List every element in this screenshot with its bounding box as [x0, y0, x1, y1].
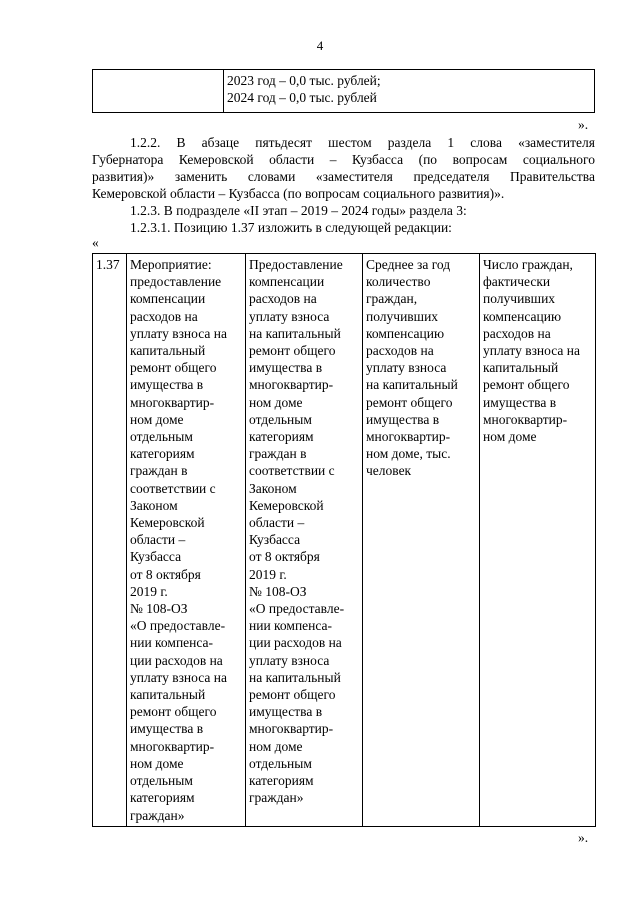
cell-line: получивших [366, 308, 439, 324]
cell-line: граждан в [130, 463, 188, 479]
cell-line: уплату взноса [366, 360, 447, 376]
cell-line: «О предоставле- [249, 601, 345, 617]
cell-line: имущества в [249, 704, 323, 720]
cell-line: категориям [130, 446, 195, 462]
cell-line: количество [366, 274, 431, 290]
top-table-text-cell [224, 70, 595, 113]
top-table [92, 69, 595, 113]
paragraph-line: Губернатора Кемеровской области – Кузбасса (по вопросам социального [92, 152, 595, 167]
position-number-cell: 1.37 [93, 254, 127, 827]
cell-line: граждан в [249, 446, 307, 462]
cell-line: фактически [483, 274, 551, 290]
fact-indicator-cell [480, 254, 596, 827]
cell-line: 2019 г. [130, 583, 168, 599]
cell-line: уплату взноса на [130, 669, 227, 685]
cell-line: получивших [483, 291, 556, 307]
activity-cell [127, 254, 246, 827]
cell-line: имущества в [130, 721, 204, 737]
cell-line: категориям [249, 773, 314, 789]
cell-line: ремонт общего [483, 377, 570, 393]
description-cell [246, 254, 363, 827]
cell-line: Кемеровской [249, 497, 324, 513]
cell-line: Кузбасса [130, 549, 182, 565]
cell-line: многоквартир- [249, 377, 334, 393]
cell-line: Число граждан, [483, 257, 573, 272]
paragraph-line: развития)» заменить словами «заместителя председателя Правительства [92, 169, 595, 184]
cell-line: ном доме [249, 394, 303, 410]
cell-line: уплату взноса [249, 652, 330, 668]
cell-line: имущества в [483, 394, 557, 410]
cell-line: нии компенса- [249, 618, 333, 634]
cell-line: компенсации [130, 291, 206, 307]
cell-line: уплату взноса на [483, 343, 580, 359]
cell-line: многоквартир- [366, 429, 451, 445]
cell-line: имущества в [130, 377, 204, 393]
cell-line: ном доме [130, 411, 184, 427]
cell-line: имущества в [249, 360, 323, 376]
cell-line: отдельным [249, 755, 312, 771]
cell-line: Мероприятие: [130, 257, 212, 272]
cell-line: № 108-ОЗ [249, 583, 307, 599]
cell-line: компенсацию [483, 308, 562, 324]
cell-line: Предоставление [249, 257, 343, 272]
cell-line: на капитальный [249, 669, 341, 685]
cell-line: отдельным [249, 411, 312, 427]
cell-line: уплату взноса на [130, 325, 227, 341]
cell-line: ремонт общего [130, 360, 217, 376]
cell-line: на капитальный [366, 377, 458, 393]
cell-line: человек [366, 463, 412, 479]
cell-line: Законом [130, 497, 178, 513]
cell-line: расходов на [130, 308, 198, 324]
opening-quote: « [92, 235, 99, 250]
paragraph-line: 1.2.2. В абзаце пятьдесят шестом раздела 1 слова «заместителя [130, 135, 595, 150]
cell-line: области – [249, 515, 305, 531]
cell-line: 2019 г. [249, 566, 287, 582]
cell-line: ремонт общего [249, 343, 336, 359]
cell-line: соответствии с [130, 480, 216, 496]
top-table-empty-cell [93, 70, 224, 113]
cell-line: ном доме, тыс. [366, 446, 451, 462]
cell-line: расходов на [366, 343, 434, 359]
paragraph-1-2-3: 1.2.3. В подразделе «II этап – 2019 – 2024 годы» раздела 3: [130, 203, 467, 218]
cell-line: уплату взноса [249, 308, 330, 324]
cell-line: многоквартир- [249, 721, 334, 737]
cell-line: многоквартир- [130, 738, 215, 754]
cell-line: предоставление [130, 274, 222, 290]
cell-line: граждан» [130, 807, 185, 823]
cell-line: ном доме [249, 738, 303, 754]
cell-line: ном доме [130, 755, 184, 771]
cell-line: № 108-ОЗ [130, 601, 188, 617]
cell-line: области – [130, 532, 186, 548]
cell-line: граждан, [366, 291, 418, 307]
cell-line: от 8 октября [130, 566, 201, 582]
cell-line: «О предоставле- [130, 618, 226, 634]
paragraph-1-2-3-1: 1.2.3.1. Позицию 1.37 изложить в следующей редакции: [130, 220, 452, 235]
main-table [92, 253, 596, 827]
cell-line: расходов на [249, 291, 317, 307]
cell-line: капитальный [130, 687, 206, 703]
top-table-line: 2024 год – 0,0 тыс. рублей [227, 90, 377, 105]
closing-quote-top: ». [578, 117, 589, 132]
cell-line: ции расходов на [249, 635, 342, 651]
cell-line: капитальный [130, 343, 206, 359]
cell-line: ном доме [483, 429, 537, 445]
cell-line: компенсации [249, 274, 325, 290]
cell-line: Кузбасса [249, 532, 301, 548]
cell-line: Законом [249, 480, 297, 496]
cell-line: ремонт общего [249, 687, 336, 703]
cell-line: соответствии с [249, 463, 335, 479]
cell-line: отдельным [130, 773, 193, 789]
indicator-cell [363, 254, 480, 827]
cell-line: нии компенса- [130, 635, 214, 651]
paragraph-line: Кемеровской области – Кузбасса (по вопросам социального развития)». [92, 186, 505, 201]
page-number: 4 [316, 38, 324, 53]
top-table-line: 2023 год – 0,0 тыс. рублей; [227, 73, 381, 88]
cell-line: компенсацию [366, 325, 445, 341]
cell-line: на капитальный [249, 325, 341, 341]
cell-line: ремонт общего [366, 394, 453, 410]
paragraph-1-2-2 [92, 134, 595, 202]
cell-line: категориям [249, 429, 314, 445]
cell-line: многоквартир- [130, 394, 215, 410]
cell-line: ции расходов на [130, 652, 223, 668]
cell-line: имущества в [366, 411, 440, 427]
cell-line: категориям [130, 790, 195, 806]
cell-line: граждан» [249, 790, 304, 806]
cell-line: отдельным [130, 429, 193, 445]
cell-line: расходов на [483, 325, 551, 341]
closing-quote-bottom: ». [578, 830, 589, 845]
cell-line: капитальный [483, 360, 559, 376]
cell-line: Кемеровской [130, 515, 205, 531]
cell-line: от 8 октября [249, 549, 320, 565]
cell-line: Среднее за год [366, 257, 451, 272]
cell-line: ремонт общего [130, 704, 217, 720]
cell-line: многоквартир- [483, 411, 568, 427]
